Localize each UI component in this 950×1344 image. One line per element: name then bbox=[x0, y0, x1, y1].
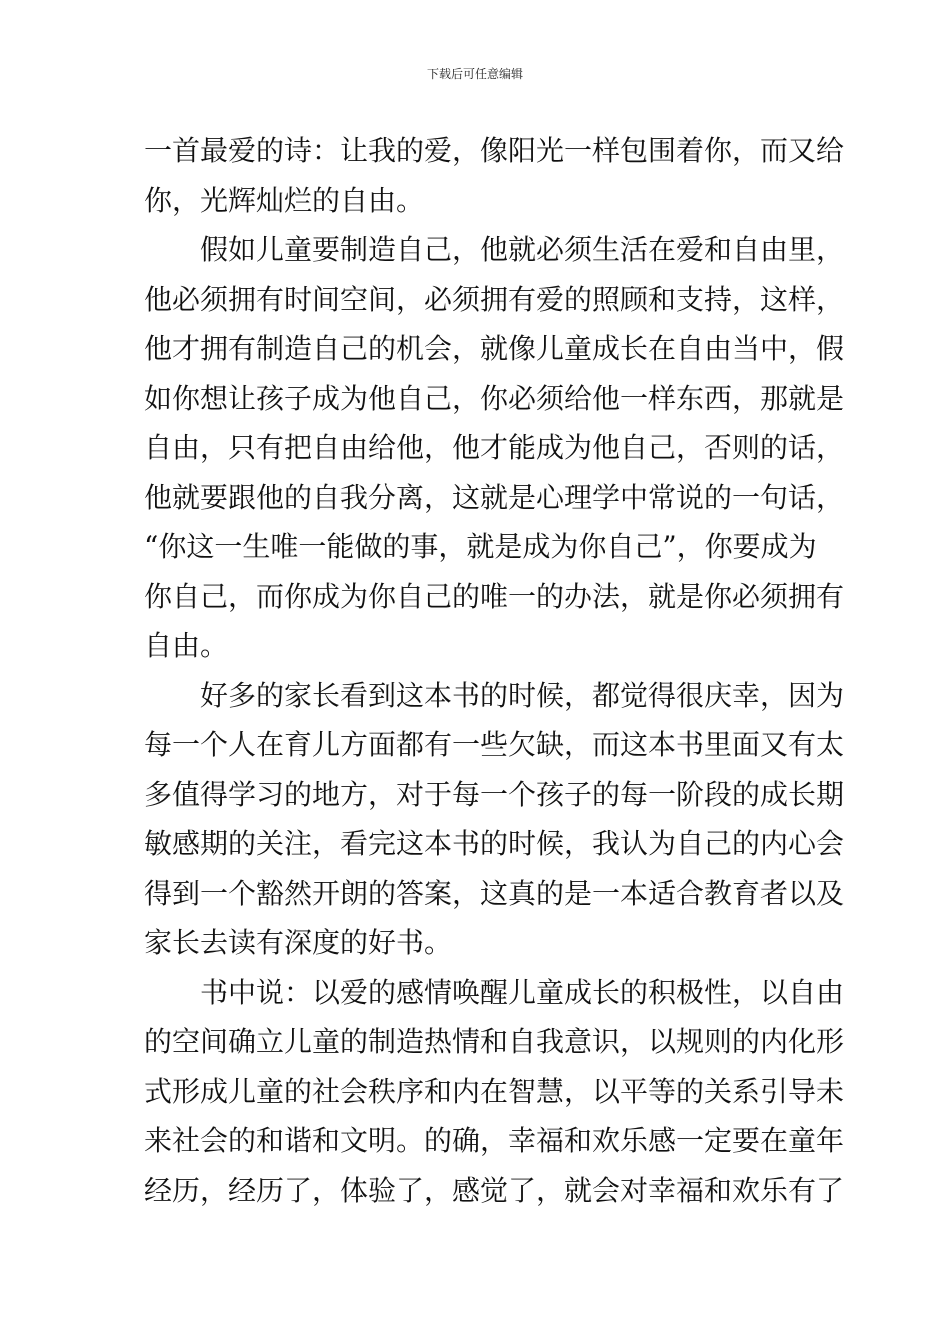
document-body bbox=[144, 126, 845, 1215]
paragraph bbox=[144, 225, 845, 671]
text-line: “你这一生唯一能做的事，就是成为你自己”，你要成为 bbox=[144, 530, 817, 563]
text-line: 经历，经历了，体验了，感觉了，就会对幸福和欢乐有了 bbox=[144, 1173, 845, 1207]
text-line: 好多的家长看到这本书的时候，都觉得很庆幸，因为 bbox=[144, 678, 845, 712]
paragraph bbox=[144, 671, 845, 968]
text-line: 他才拥有制造自己的机会，就像儿童成长在自由当中，假 bbox=[144, 332, 845, 365]
text-line: 他必须拥有时间空间，必须拥有爱的照顾和支持，这样， bbox=[144, 282, 845, 316]
text-line: 你，光辉灿烂的自由。 bbox=[144, 183, 425, 217]
text-line: 一首最爱的诗：让我的爱，像阳光一样包围着你，而又给 bbox=[144, 134, 845, 167]
text-line: 你自己，而你成为你自己的唯一的办法，就是你必须拥有 bbox=[144, 579, 845, 613]
text-line: 假如儿童要制造自己，他就必须生活在爱和自由里， bbox=[144, 233, 845, 266]
text-line: 得到一个豁然开朗的答案，这真的是一本适合教育者以及 bbox=[144, 876, 845, 910]
text-line: 来社会的和谐和文明。的确，幸福和欢乐感一定要在童年 bbox=[144, 1124, 845, 1157]
text-line: 多值得学习的地方，对于每一个孩子的每一阶段的成长期 bbox=[144, 777, 845, 811]
page-header: 下载后可任意编辑 bbox=[426, 67, 523, 81]
text-line: 的空间确立儿童的制造热情和自我意识，以规则的内化形 bbox=[144, 1025, 845, 1058]
text-line: 每一个人在育儿方面都有一些欠缺，而这本书里面又有太 bbox=[144, 728, 845, 761]
text-line: 如你想让孩子成为他自己，你必须给他一样东西，那就是 bbox=[144, 381, 845, 415]
paragraph bbox=[144, 968, 845, 1216]
text-line: 式形成儿童的社会秩序和内在智慧，以平等的关系引导未 bbox=[144, 1074, 845, 1108]
text-line: 敏感期的关注，看完这本书的时候，我认为自己的内心会 bbox=[144, 827, 845, 860]
paragraph bbox=[144, 126, 845, 225]
text-line: 自由。 bbox=[144, 629, 229, 662]
text-line: 家长去读有深度的好书。 bbox=[144, 926, 453, 959]
text-line: 书中说：以爱的感情唤醒儿童成长的积极性，以自由 bbox=[144, 975, 845, 1009]
text-line: 他就要跟他的自我分离，这就是心理学中常说的一句话， bbox=[144, 480, 845, 514]
text-line: 自由，只有把自由给他，他才能成为他自己，否则的话， bbox=[144, 431, 845, 464]
